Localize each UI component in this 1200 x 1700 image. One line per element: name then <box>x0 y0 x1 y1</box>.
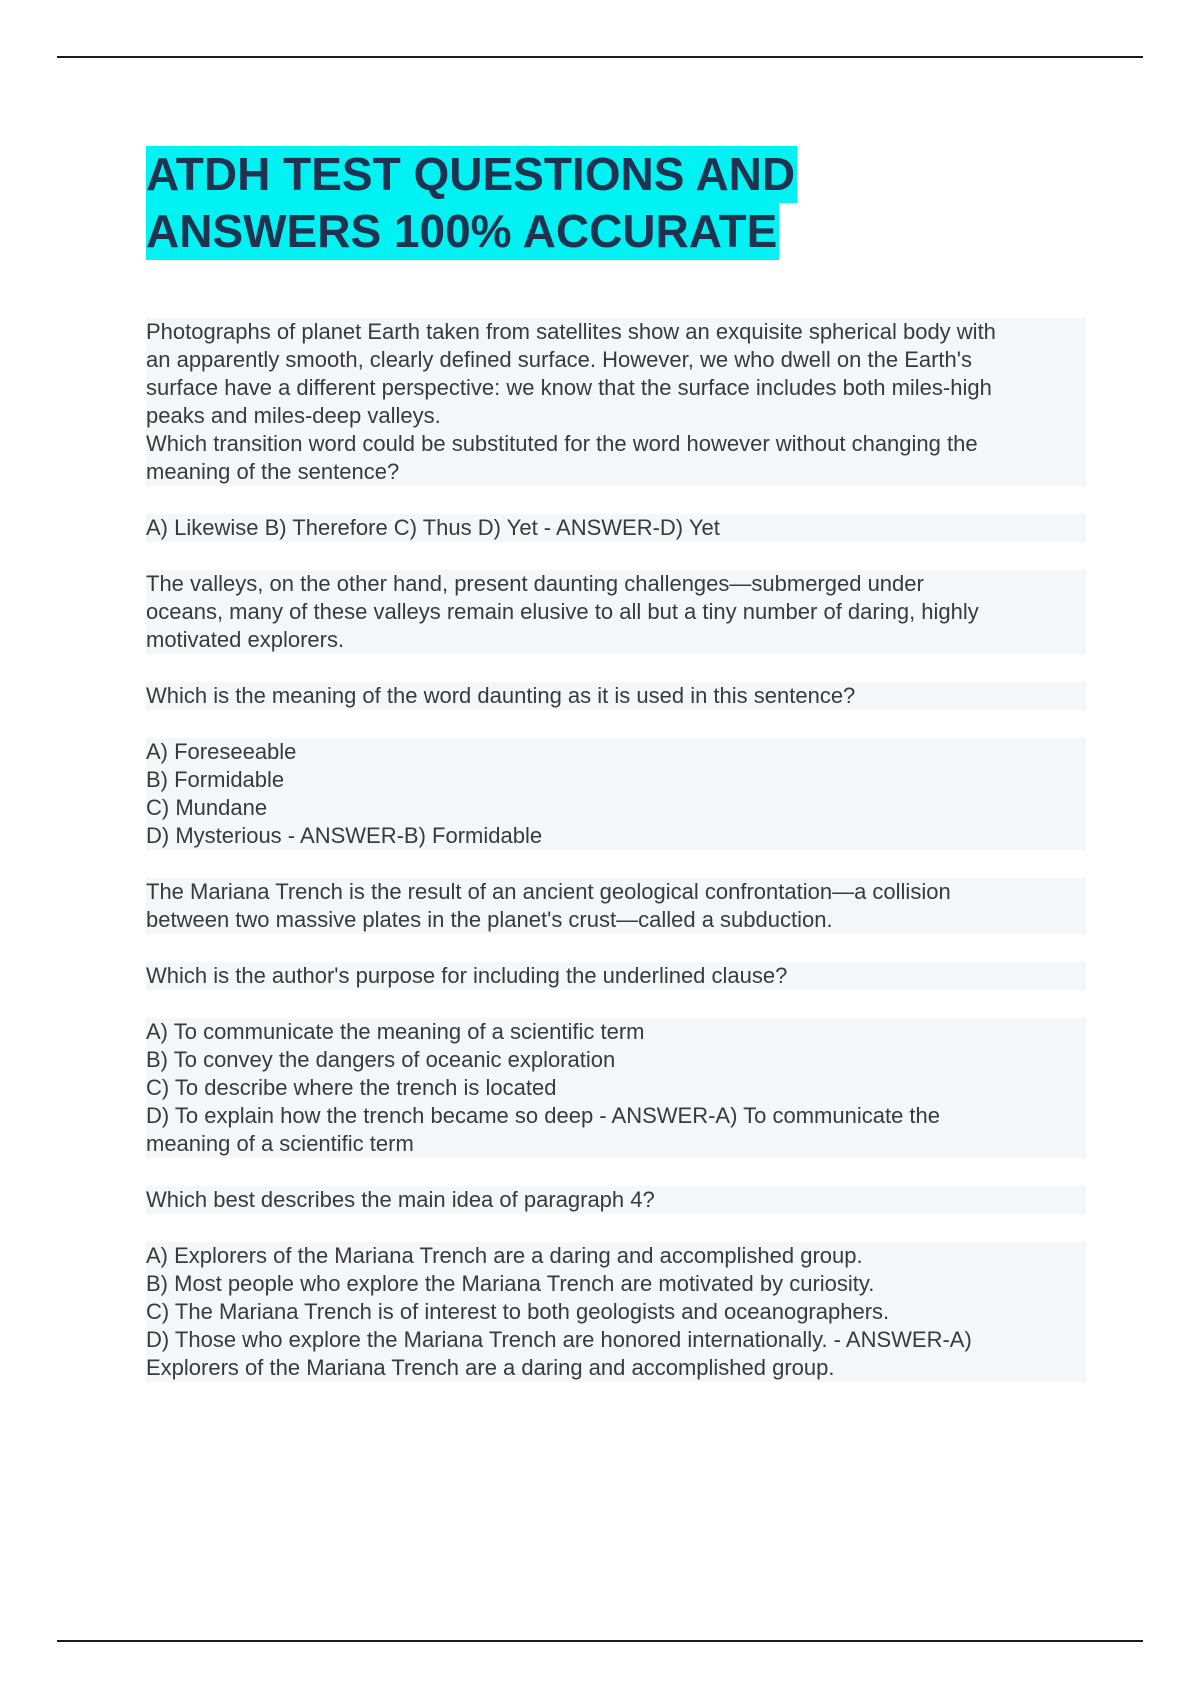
document-body <box>146 318 1086 1382</box>
option-line: A) Foreseeable <box>146 739 297 764</box>
question-2-options <box>146 738 1086 850</box>
option-line: meaning of a scientific term <box>146 1131 414 1156</box>
text-line: meaning of the sentence? <box>146 459 400 484</box>
option-line: D) Those who explore the Mariana Trench are honored internationally. - ANSWER-A) <box>146 1327 972 1352</box>
text-line: motivated explorers. <box>146 627 345 652</box>
document-content <box>146 146 1086 1382</box>
text-line: The Mariana Trench is the result of an ancient geological confrontation—a collision <box>146 879 951 904</box>
question-1-passage <box>146 318 1086 486</box>
question-1-answer <box>146 514 1086 542</box>
text-line: Which is the meaning of the word daunting as it is used in this sentence? <box>146 683 856 708</box>
option-line: C) Mundane <box>146 795 268 820</box>
option-line: A) To communicate the meaning of a scientific term <box>146 1019 645 1044</box>
text-line: oceans, many of these valleys remain elusive to all but a tiny number of daring, highly <box>146 599 979 624</box>
option-line: Explorers of the Mariana Trench are a daring and accomplished group. <box>146 1355 835 1380</box>
text-line: an apparently smooth, clearly defined surface. However, we who dwell on the Earth's <box>146 347 972 372</box>
top-rule <box>57 56 1143 58</box>
question-3-passage <box>146 878 1086 934</box>
title-line-1: ATDH TEST QUESTIONS AND <box>146 146 797 203</box>
question-2-passage <box>146 570 1086 654</box>
text-line: between two massive plates in the planet's crust—called a subduction. <box>146 907 833 932</box>
option-line: D) Mysterious - ANSWER-B) Formidable <box>146 823 543 848</box>
option-line: B) Most people who explore the Mariana Trench are motivated by curiosity. <box>146 1271 875 1296</box>
text-line: Which transition word could be substituted for the word however without changing the <box>146 431 978 456</box>
question-3-question <box>146 962 1086 990</box>
option-line: C) The Mariana Trench is of interest to both geologists and oceanographers. <box>146 1299 890 1324</box>
text-line: A) Likewise B) Therefore C) Thus D) Yet - ANSWER-D) Yet <box>146 515 720 540</box>
question-4-options <box>146 1242 1086 1382</box>
text-line: Which best describes the main idea of paragraph 4? <box>146 1187 655 1212</box>
option-line: B) To convey the dangers of oceanic exploration <box>146 1047 616 1072</box>
text-line: Photographs of planet Earth taken from satellites show an exquisite spherical body with <box>146 319 996 344</box>
text-line: The valleys, on the other hand, present daunting challenges—submerged under <box>146 571 924 596</box>
text-line: peaks and miles-deep valleys. <box>146 403 441 428</box>
option-line: A) Explorers of the Mariana Trench are a daring and accomplished group. <box>146 1243 863 1268</box>
document-title <box>146 146 1086 260</box>
question-2-question <box>146 682 1086 710</box>
text-line: surface have a different perspective: we know that the surface includes both miles-high <box>146 375 992 400</box>
question-4-question <box>146 1186 1086 1214</box>
option-line: C) To describe where the trench is located <box>146 1075 557 1100</box>
text-line: Which is the author's purpose for including the underlined clause? <box>146 963 788 988</box>
title-line-2: ANSWERS 100% ACCURATE <box>146 203 779 260</box>
option-line: B) Formidable <box>146 767 285 792</box>
bottom-rule <box>57 1640 1143 1642</box>
option-line: D) To explain how the trench became so deep - ANSWER-A) To communicate the <box>146 1103 941 1128</box>
question-3-options <box>146 1018 1086 1158</box>
